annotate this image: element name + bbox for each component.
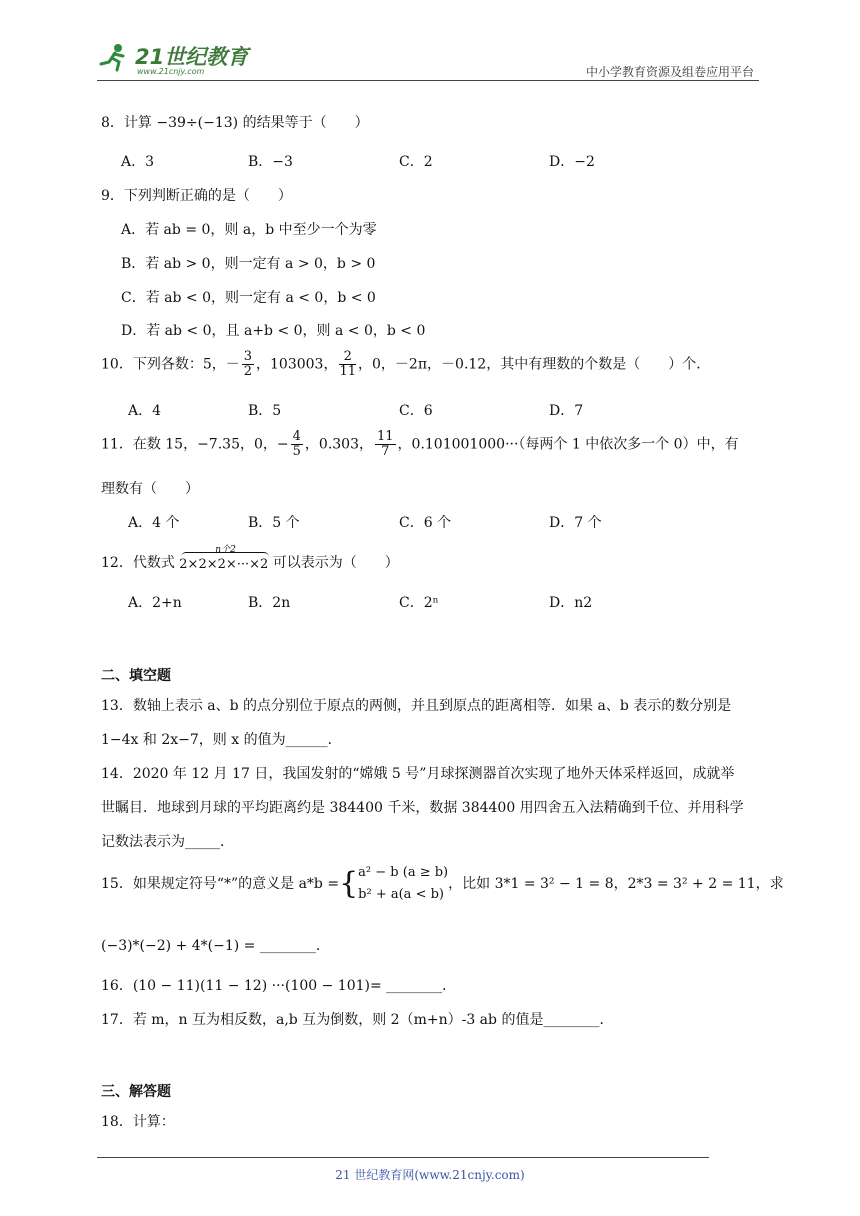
q13-line1: 13．数轴上表示 a、b 的点分别位于原点的两侧，并且到原点的距离相等．如果 a、b 表示的数分别是: [101, 698, 732, 714]
q11-option-c: C．6 个: [399, 515, 452, 531]
q12-option-c: C．2ⁿ: [399, 595, 439, 611]
q9-option-d: D．若 ab < 0，且 a+b < 0，则 a < 0，b < 0: [121, 323, 426, 339]
q8-option-b: B．−3: [248, 154, 293, 170]
q10-stem: 10．下列各数：5，－ $\frac{3}{2}$ ，103003， $\frac{2}{11}$ ，0，－2π，－0.12，其中有理数的个数是（ ）个．: [101, 349, 711, 379]
q11-option-a: A．4 个: [128, 515, 180, 531]
q10-option-a: A．4: [128, 403, 162, 419]
header-divider: [97, 80, 759, 81]
q16-text: 16．(10 − 11)(11 − 12) ···(100 − 101)= ________．: [101, 978, 457, 994]
q18-text: 18．计算：: [101, 1114, 175, 1130]
q11-fraction-2: $\frac{11}{7}$: [377, 429, 394, 459]
q12-stem: 12．代数式 n个2 2×2×2×···×2 可以表示为（ ）: [101, 545, 399, 572]
header-platform-name: 中小学教育资源及组卷应用平台: [585, 65, 754, 79]
q9-option-b: B．若 ab > 0，则一定有 a > 0，b > 0: [121, 256, 376, 272]
q15-stem: 15．如果规定符号“*”的意义是 a*b ={ a² − b (a ≥ b) b² + a(a < b) ，比如 3*1 = 3² − 1 = 8，2*3 = 3² + 2 = 11，求: [101, 862, 784, 906]
q10-option-b: B．5: [248, 403, 282, 419]
q8-option-d: D．−2: [549, 154, 595, 170]
section-fill-in-title: 二、填空题: [101, 668, 171, 684]
q10-option-d: D．7: [549, 403, 584, 419]
q9-option-c: C．若 ab < 0，则一定有 a < 0，b < 0: [121, 290, 376, 306]
q9-stem: 9．下列判断正确的是（ ）: [101, 188, 292, 204]
q8-option-a: A．3: [121, 154, 155, 170]
q12-product-expression: n个2 2×2×2×···×2: [179, 545, 269, 572]
logo-url: www.21cnjy.com: [137, 67, 205, 76]
q10-fraction-1: $\frac{3}{2}$: [243, 349, 253, 379]
q12-option-a: A．2+n: [128, 595, 182, 611]
footer-text: 21 世纪教育网(www.21cnjy.com): [335, 1168, 525, 1182]
q11-fraction-1: $\frac{4}{5}$: [292, 429, 301, 459]
q12-option-b: B．2n: [248, 595, 291, 611]
q11-stem: 11．在数 15，−7.35，0，− $\frac{4}{5}$ ，0.303， $\frac{11}{7}$ ，0.101001000···（每两个 1 中依次多一个 0）中，有: [101, 429, 739, 459]
q11-option-d: D．7 个: [549, 515, 602, 531]
q8-stem: 8．计算 −39÷(−13) 的结果等于（ ）: [101, 115, 369, 131]
site-logo: [97, 40, 257, 78]
piecewise-brace: {: [339, 866, 359, 901]
q17-text: 17．若 m，n 互为相反数，a,b 互为倒数，则 2（m+n）-3 ab 的值是________．: [101, 1012, 614, 1028]
q14-line2: 世瞩目．地球到月球的平均距离约是 384400 千米，数据 384400 用四舍五入法精确到千位、并用科学: [101, 800, 744, 816]
q12-option-d: D．n2: [549, 595, 593, 611]
section-solve-title: 三、解答题: [101, 1084, 171, 1100]
piecewise-cases: a² − b (a ≥ b) b² + a(a < b): [358, 865, 449, 902]
q14-line1: 14．2020 年 12 月 17 日，我国发射的“嫦娥 5 号”月球探测器首次实现了地外天体采样返回，成就举: [101, 766, 735, 782]
q13-line2: 1−4x 和 2x−7，则 x 的值为______．: [101, 732, 342, 748]
q15-line2: (−3)*(−2) + 4*(−1) = ________．: [101, 938, 330, 954]
q8-option-c: C．2: [399, 154, 433, 170]
q11-option-b: B．5 个: [248, 515, 300, 531]
q11-stem-line2: 理数有（ ）: [101, 481, 199, 497]
q10-option-c: C．6: [399, 403, 433, 419]
q9-option-a: A．若 ab = 0，则 a，b 中至少一个为零: [121, 222, 377, 238]
q10-fraction-2: $\frac{2}{11}$: [339, 349, 357, 379]
q14-line3: 记数法表示为_____．: [101, 834, 234, 850]
logo-text: 21世纪教育: [135, 45, 249, 69]
footer-divider: [97, 1157, 709, 1158]
